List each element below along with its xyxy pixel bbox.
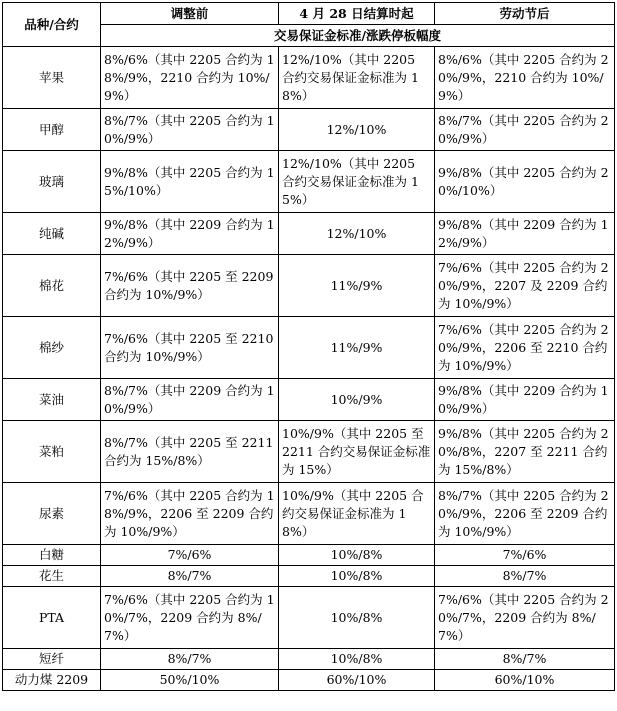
product-name: 苹果 — [3, 47, 101, 109]
product-name: 动力煤 2209 — [3, 670, 101, 691]
table-row — [3, 649, 615, 670]
apr28-value: 12%/10%（其中 2205 合约交易保证金标准为 18%） — [279, 47, 435, 109]
before-value: 8%/7%（其中 2205 合约为 10%/9%） — [101, 109, 279, 151]
product-name: 甲醇 — [3, 109, 101, 151]
laborday-value: 7%/6%（其中 2205 合约为 20%/9%，2206 至 2210 合约为 10%/9%） — [435, 317, 615, 379]
apr28-value: 12%/10%（其中 2205 合约交易保证金标准为 15%） — [279, 151, 435, 213]
header-before: 调整前 — [101, 3, 279, 25]
laborday-value: 9%/8%（其中 2209 合约为 12%/9%） — [435, 213, 615, 255]
before-value: 50%/10% — [101, 670, 279, 691]
product-name: 棉纱 — [3, 317, 101, 379]
apr28-value: 10%/9%（其中 2205 合约交易保证金标准为 18%） — [279, 483, 435, 545]
product-name: 菜油 — [3, 379, 101, 421]
before-value: 7%/6%（其中 2205 合约为 18%/9%，2206 至 2209 合约为 10%/9%） — [101, 483, 279, 545]
apr28-value: 10%/8% — [279, 587, 435, 649]
laborday-value: 7%/6%（其中 2205 合约为 20%/9%，2207 及 2209 合约为 10%/9%） — [435, 255, 615, 317]
header-subheader: 交易保证金标准/涨跌停板幅度 — [101, 25, 615, 47]
before-value: 8%/7%（其中 2205 至 2211 合约为 15%/8%） — [101, 421, 279, 483]
table-row — [3, 151, 615, 213]
table-row — [3, 566, 615, 587]
table-row — [3, 421, 615, 483]
table-row — [3, 47, 615, 109]
apr28-value: 10%/8% — [279, 566, 435, 587]
apr28-value: 12%/10% — [279, 109, 435, 151]
product-name: 棉花 — [3, 255, 101, 317]
apr28-value: 10%/9% — [279, 379, 435, 421]
header-product: 品种/合约 — [3, 3, 101, 47]
laborday-value: 9%/8%（其中 2209 合约为 10%/9%） — [435, 379, 615, 421]
apr28-value: 60%/10% — [279, 670, 435, 691]
before-value: 7%/6%（其中 2205 至 2209 合约为 10%/9%） — [101, 255, 279, 317]
laborday-value: 8%/7% — [435, 649, 615, 670]
product-name: 纯碱 — [3, 213, 101, 255]
before-value: 8%/7% — [101, 566, 279, 587]
table-row — [3, 670, 615, 691]
header-row — [3, 3, 615, 25]
laborday-value: 8%/7%（其中 2205 合约为 20%/9%） — [435, 109, 615, 151]
before-value: 7%/6% — [101, 545, 279, 566]
table-row — [3, 213, 615, 255]
before-value: 7%/6%（其中 2205 合约为 10%/7%，2209 合约为 8%/7%） — [101, 587, 279, 649]
product-name: 玻璃 — [3, 151, 101, 213]
apr28-value: 11%/9% — [279, 255, 435, 317]
before-value: 8%/6%（其中 2205 合约为 18%/9%，2210 合约为 10%/9%） — [101, 47, 279, 109]
product-name: 花生 — [3, 566, 101, 587]
apr28-value: 10%/9%（其中 2205 至 2211 合约交易保证金标准为 15%） — [279, 421, 435, 483]
laborday-value: 9%/8%（其中 2205 合约为 20%/8%，2207 至 2211 合约为 15%/8%） — [435, 421, 615, 483]
header-apr28: 4 月 28 日结算时起 — [279, 3, 435, 25]
product-name: 尿素 — [3, 483, 101, 545]
table-row — [3, 255, 615, 317]
laborday-value: 7%/6% — [435, 545, 615, 566]
table-row — [3, 483, 615, 545]
laborday-value: 8%/6%（其中 2205 合约为 20%/9%，2210 合约为 10%/9%） — [435, 47, 615, 109]
product-name: 白糖 — [3, 545, 101, 566]
before-value: 7%/6%（其中 2205 至 2210 合约为 10%/9%） — [101, 317, 279, 379]
laborday-value: 8%/7% — [435, 566, 615, 587]
table-row — [3, 587, 615, 649]
table-row — [3, 317, 615, 379]
header-laborday: 劳动节后 — [435, 3, 615, 25]
table-row — [3, 379, 615, 421]
apr28-value: 10%/8% — [279, 545, 435, 566]
margin-adjustment-table — [2, 2, 615, 691]
before-value: 8%/7% — [101, 649, 279, 670]
apr28-value: 12%/10% — [279, 213, 435, 255]
laborday-value: 9%/8%（其中 2205 合约为 20%/10%） — [435, 151, 615, 213]
before-value: 8%/7%（其中 2209 合约为 10%/9%） — [101, 379, 279, 421]
laborday-value: 60%/10% — [435, 670, 615, 691]
laborday-value: 8%/7%（其中 2205 合约为 20%/9%，2206 至 2209 合约为 10%/9%） — [435, 483, 615, 545]
apr28-value: 11%/9% — [279, 317, 435, 379]
apr28-value: 10%/8% — [279, 649, 435, 670]
laborday-value: 7%/6%（其中 2205 合约为 20%/7%，2209 合约为 8%/7%） — [435, 587, 615, 649]
before-value: 9%/8%（其中 2205 合约为 15%/10%） — [101, 151, 279, 213]
before-value: 9%/8%（其中 2209 合约为 12%/9%） — [101, 213, 279, 255]
product-name: PTA — [3, 587, 101, 649]
table-row — [3, 109, 615, 151]
product-name: 菜粕 — [3, 421, 101, 483]
product-name: 短纤 — [3, 649, 101, 670]
table-row — [3, 545, 615, 566]
